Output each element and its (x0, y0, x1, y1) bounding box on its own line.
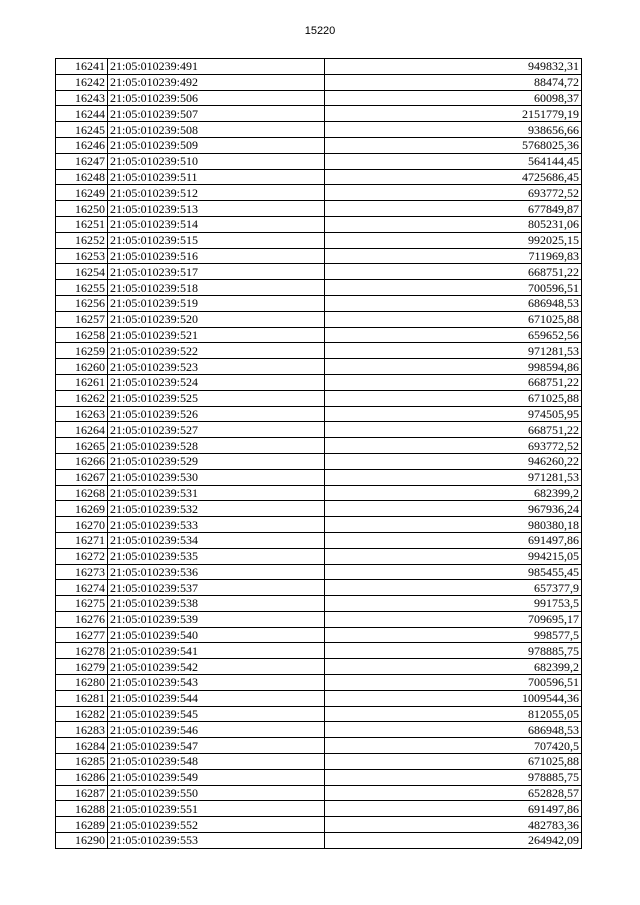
row-number: 16264 (56, 422, 108, 438)
table-row (56, 343, 582, 359)
cadastral-number: 21:05:010239:533 (108, 517, 325, 533)
row-number: 16266 (56, 453, 108, 469)
cadastral-value: 682399,2 (325, 485, 582, 501)
cadastral-value: 991753,5 (325, 596, 582, 612)
row-number: 16249 (56, 185, 108, 201)
cadastral-value: 709695,17 (325, 611, 582, 627)
row-number: 16260 (56, 359, 108, 375)
cadastral-number: 21:05:010239:546 (108, 722, 325, 738)
row-number: 16280 (56, 675, 108, 691)
row-number: 16274 (56, 580, 108, 596)
row-number: 16248 (56, 169, 108, 185)
cadastral-number: 21:05:010239:523 (108, 359, 325, 375)
cadastral-number: 21:05:010239:519 (108, 295, 325, 311)
cadastral-number: 21:05:010239:543 (108, 675, 325, 691)
cadastral-number: 21:05:010239:548 (108, 754, 325, 770)
cadastral-value: 971281,53 (325, 469, 582, 485)
cadastral-number: 21:05:010239:532 (108, 501, 325, 517)
cadastral-value: 264942,09 (325, 833, 582, 849)
cadastral-value: 992025,15 (325, 232, 582, 248)
table-row (56, 627, 582, 643)
cadastral-number: 21:05:010239:512 (108, 185, 325, 201)
cadastral-number: 21:05:010239:515 (108, 232, 325, 248)
row-number: 16251 (56, 216, 108, 232)
table-row (56, 137, 582, 153)
table-row (56, 280, 582, 296)
cadastral-value: 978885,75 (325, 769, 582, 785)
cadastral-number: 21:05:010239:510 (108, 153, 325, 169)
cadastral-value: 668751,22 (325, 264, 582, 280)
cadastral-value: 686948,53 (325, 295, 582, 311)
table-row (56, 532, 582, 548)
row-number: 16268 (56, 485, 108, 501)
cadastral-value: 805231,06 (325, 216, 582, 232)
cadastral-value: 971281,53 (325, 343, 582, 359)
cadastral-value: 998577,5 (325, 627, 582, 643)
table-row (56, 659, 582, 675)
cadastral-value: 700596,51 (325, 675, 582, 691)
table-row (56, 74, 582, 90)
cadastral-value: 812055,05 (325, 706, 582, 722)
row-number: 16242 (56, 74, 108, 90)
cadastral-value: 978885,75 (325, 643, 582, 659)
cadastral-value: 998594,86 (325, 359, 582, 375)
cadastral-number: 21:05:010239:530 (108, 469, 325, 485)
row-number: 16262 (56, 390, 108, 406)
table-row (56, 769, 582, 785)
cadastral-number: 21:05:010239:524 (108, 374, 325, 390)
table-row (56, 122, 582, 138)
row-number: 16257 (56, 311, 108, 327)
row-number: 16245 (56, 122, 108, 138)
row-number: 16265 (56, 438, 108, 454)
cadastral-number: 21:05:010239:507 (108, 106, 325, 122)
row-number: 16271 (56, 532, 108, 548)
cadastral-value: 564144,45 (325, 153, 582, 169)
cadastral-number: 21:05:010239:537 (108, 580, 325, 596)
cadastral-value: 2151779,19 (325, 106, 582, 122)
row-number: 16288 (56, 801, 108, 817)
table-row (56, 201, 582, 217)
cadastral-number: 21:05:010239:508 (108, 122, 325, 138)
table-row (56, 311, 582, 327)
row-number: 16241 (56, 59, 108, 75)
table-row (56, 501, 582, 517)
cadastral-number: 21:05:010239:521 (108, 327, 325, 343)
cadastral-number: 21:05:010239:516 (108, 248, 325, 264)
table-row (56, 469, 582, 485)
cadastral-number: 21:05:010239:526 (108, 406, 325, 422)
cadastral-value: 657377,9 (325, 580, 582, 596)
cadastral-number: 21:05:010239:528 (108, 438, 325, 454)
cadastral-value: 938656,66 (325, 122, 582, 138)
table-row (56, 706, 582, 722)
table-row (56, 785, 582, 801)
cadastral-value: 677849,87 (325, 201, 582, 217)
row-number: 16253 (56, 248, 108, 264)
table-row (56, 264, 582, 280)
table-row (56, 643, 582, 659)
table-row (56, 438, 582, 454)
cadastral-number: 21:05:010239:539 (108, 611, 325, 627)
cadastral-number: 21:05:010239:542 (108, 659, 325, 675)
row-number: 16286 (56, 769, 108, 785)
cadastral-value: 974505,95 (325, 406, 582, 422)
row-number: 16254 (56, 264, 108, 280)
row-number: 16287 (56, 785, 108, 801)
cadastral-number: 21:05:010239:491 (108, 59, 325, 75)
cadastral-number: 21:05:010239:553 (108, 833, 325, 849)
row-number: 16277 (56, 627, 108, 643)
cadastral-value: 671025,88 (325, 311, 582, 327)
table-row (56, 675, 582, 691)
row-number: 16258 (56, 327, 108, 343)
cadastral-value: 693772,52 (325, 185, 582, 201)
cadastral-value: 967936,24 (325, 501, 582, 517)
cadastral-number: 21:05:010239:514 (108, 216, 325, 232)
cadastral-number: 21:05:010239:511 (108, 169, 325, 185)
cadastral-value: 1009544,36 (325, 690, 582, 706)
cadastral-number: 21:05:010239:522 (108, 343, 325, 359)
cadastral-number: 21:05:010239:550 (108, 785, 325, 801)
cadastral-number: 21:05:010239:492 (108, 74, 325, 90)
row-number: 16250 (56, 201, 108, 217)
cadastral-number: 21:05:010239:540 (108, 627, 325, 643)
cadastral-value: 711969,83 (325, 248, 582, 264)
row-number: 16284 (56, 738, 108, 754)
table-row (56, 754, 582, 770)
cadastral-value: 949832,31 (325, 59, 582, 75)
cadastral-number: 21:05:010239:538 (108, 596, 325, 612)
cadastral-number: 21:05:010239:551 (108, 801, 325, 817)
row-number: 16269 (56, 501, 108, 517)
cadastral-number: 21:05:010239:536 (108, 564, 325, 580)
cadastral-value: 652828,57 (325, 785, 582, 801)
table-row (56, 59, 582, 75)
row-number: 16273 (56, 564, 108, 580)
cadastral-value: 946260,22 (325, 453, 582, 469)
row-number: 16282 (56, 706, 108, 722)
table-row (56, 596, 582, 612)
table-row (56, 485, 582, 501)
table-row (56, 359, 582, 375)
cadastral-number: 21:05:010239:506 (108, 90, 325, 106)
cadastral-value: 693772,52 (325, 438, 582, 454)
row-number: 16263 (56, 406, 108, 422)
table-row (56, 153, 582, 169)
table-row (56, 738, 582, 754)
table-row (56, 90, 582, 106)
cadastral-number: 21:05:010239:534 (108, 532, 325, 548)
cadastral-number: 21:05:010239:513 (108, 201, 325, 217)
cadastral-number: 21:05:010239:517 (108, 264, 325, 280)
cadastral-value: 4725686,45 (325, 169, 582, 185)
row-number: 16243 (56, 90, 108, 106)
cadastral-number: 21:05:010239:545 (108, 706, 325, 722)
cadastral-number: 21:05:010239:531 (108, 485, 325, 501)
page-number: 15220 (304, 25, 336, 37)
table-row (56, 453, 582, 469)
cadastral-number: 21:05:010239:549 (108, 769, 325, 785)
row-number: 16278 (56, 643, 108, 659)
cadastral-number: 21:05:010239:525 (108, 390, 325, 406)
cadastral-value: 5768025,36 (325, 137, 582, 153)
row-number: 16252 (56, 232, 108, 248)
cadastral-value: 682399,2 (325, 659, 582, 675)
cadastral-number: 21:05:010239:527 (108, 422, 325, 438)
cadastral-value: 994215,05 (325, 548, 582, 564)
cadastral-value: 707420,5 (325, 738, 582, 754)
table-body (56, 59, 582, 849)
table-row (56, 327, 582, 343)
row-number: 16279 (56, 659, 108, 675)
cadastral-value: 671025,88 (325, 754, 582, 770)
cadastral-value: 88474,72 (325, 74, 582, 90)
row-number: 16261 (56, 374, 108, 390)
row-number: 16285 (56, 754, 108, 770)
cadastral-value: 668751,22 (325, 422, 582, 438)
cadastral-value: 980380,18 (325, 517, 582, 533)
cadastral-number: 21:05:010239:529 (108, 453, 325, 469)
cadastral-number: 21:05:010239:544 (108, 690, 325, 706)
row-number: 16275 (56, 596, 108, 612)
cadastral-value: 691497,86 (325, 532, 582, 548)
table-row (56, 801, 582, 817)
table-row (56, 722, 582, 738)
cadastral-value: 60098,37 (325, 90, 582, 106)
cadastral-value: 482783,36 (325, 817, 582, 833)
cadastral-value: 668751,22 (325, 374, 582, 390)
cadastral-value: 671025,88 (325, 390, 582, 406)
table-row (56, 232, 582, 248)
cadastral-value: 691497,86 (325, 801, 582, 817)
cadastral-number: 21:05:010239:509 (108, 137, 325, 153)
cadastral-value: 659652,56 (325, 327, 582, 343)
cadastre-table (55, 58, 582, 849)
row-number: 16255 (56, 280, 108, 296)
cadastral-number: 21:05:010239:552 (108, 817, 325, 833)
table-row (56, 406, 582, 422)
cadastral-number: 21:05:010239:547 (108, 738, 325, 754)
table-row (56, 216, 582, 232)
cadastral-value: 700596,51 (325, 280, 582, 296)
table-row (56, 817, 582, 833)
table-row (56, 295, 582, 311)
table-row (56, 564, 582, 580)
row-number: 16281 (56, 690, 108, 706)
row-number: 16267 (56, 469, 108, 485)
table-row (56, 611, 582, 627)
row-number: 16289 (56, 817, 108, 833)
table-row (56, 185, 582, 201)
row-number: 16290 (56, 833, 108, 849)
table-row (56, 580, 582, 596)
table-row (56, 390, 582, 406)
row-number: 16272 (56, 548, 108, 564)
row-number: 16246 (56, 137, 108, 153)
cadastral-number: 21:05:010239:520 (108, 311, 325, 327)
row-number: 16256 (56, 295, 108, 311)
row-number: 16270 (56, 517, 108, 533)
table-row (56, 517, 582, 533)
table-row (56, 248, 582, 264)
cadastral-number: 21:05:010239:518 (108, 280, 325, 296)
table-row (56, 169, 582, 185)
table-row (56, 106, 582, 122)
row-number: 16276 (56, 611, 108, 627)
table-row (56, 833, 582, 849)
row-number: 16247 (56, 153, 108, 169)
row-number: 16244 (56, 106, 108, 122)
table-row (56, 548, 582, 564)
cadastral-number: 21:05:010239:535 (108, 548, 325, 564)
cadastral-value: 985455,45 (325, 564, 582, 580)
row-number: 16259 (56, 343, 108, 359)
table-row (56, 374, 582, 390)
table-row (56, 422, 582, 438)
cadastral-number: 21:05:010239:541 (108, 643, 325, 659)
table-row (56, 690, 582, 706)
row-number: 16283 (56, 722, 108, 738)
cadastral-value: 686948,53 (325, 722, 582, 738)
